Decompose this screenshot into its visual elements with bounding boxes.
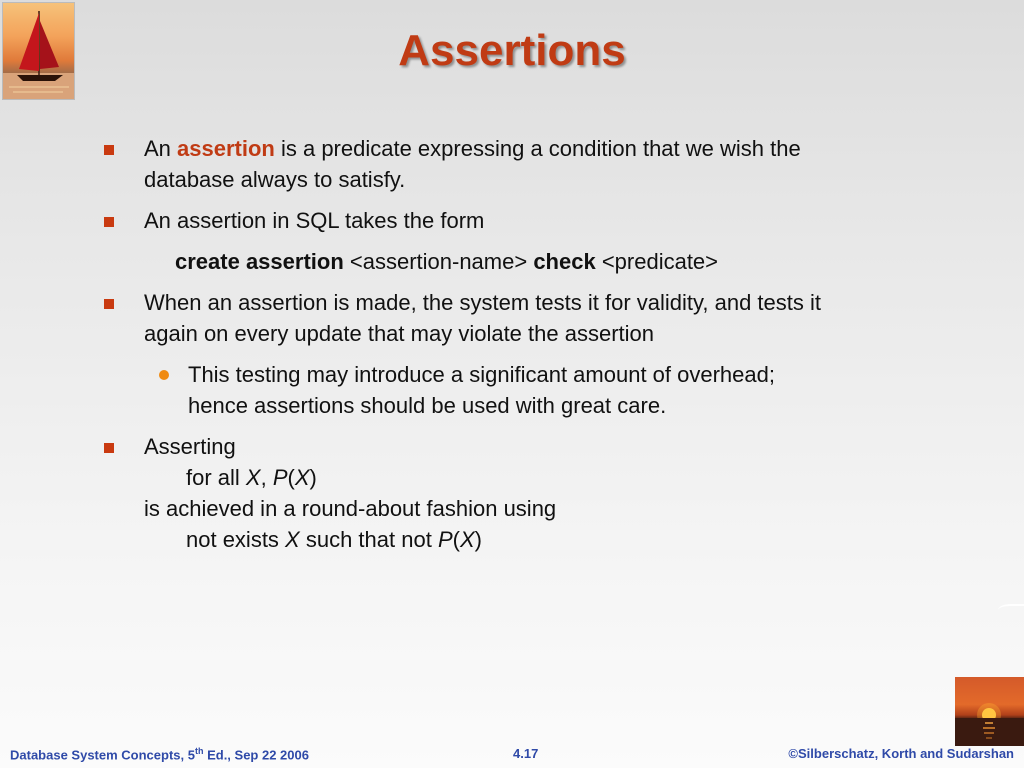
- bullet-validity-testing: When an assertion is made, the system tests it for validity, and tests it again on every update that may violate the assertion: [104, 287, 934, 349]
- forall-expression: for all X, P(X): [186, 465, 317, 490]
- slide-footer: [0, 746, 1024, 764]
- not-exists-expression: not exists X such that not P(X): [186, 527, 482, 552]
- bullet-asserting-forall: Asserting for all X, P(X) is achieved in a round-about fashion using not exists X such that not P(X): [104, 431, 934, 555]
- term-assertion: assertion: [177, 136, 275, 161]
- bullet-assertion-definition: An assertion is a predicate expressing a condition that we wish the database always to satisfy.: [104, 133, 934, 195]
- footer-book-title: Database System Concepts, 5th Ed., Sep 22 2006: [10, 746, 309, 763]
- footer-page-number: 4.17: [513, 746, 539, 761]
- sql-syntax-line: create assertion <assertion-name> check <predicate>: [175, 249, 719, 274]
- slide-body: [104, 133, 934, 555]
- sub-bullet-overhead: This testing may introduce a significant amount of overhead; hence assertions should be used with great care.: [104, 359, 934, 421]
- sunset-image-icon: [955, 677, 1024, 746]
- bullet-sql-form: An assertion in SQL takes the form: [104, 205, 934, 236]
- decorative-swoosh: [998, 604, 1024, 616]
- footer-copyright: ©Silberschatz, Korth and Sudarshan: [788, 746, 1014, 761]
- slide-title: Assertions: [398, 26, 626, 75]
